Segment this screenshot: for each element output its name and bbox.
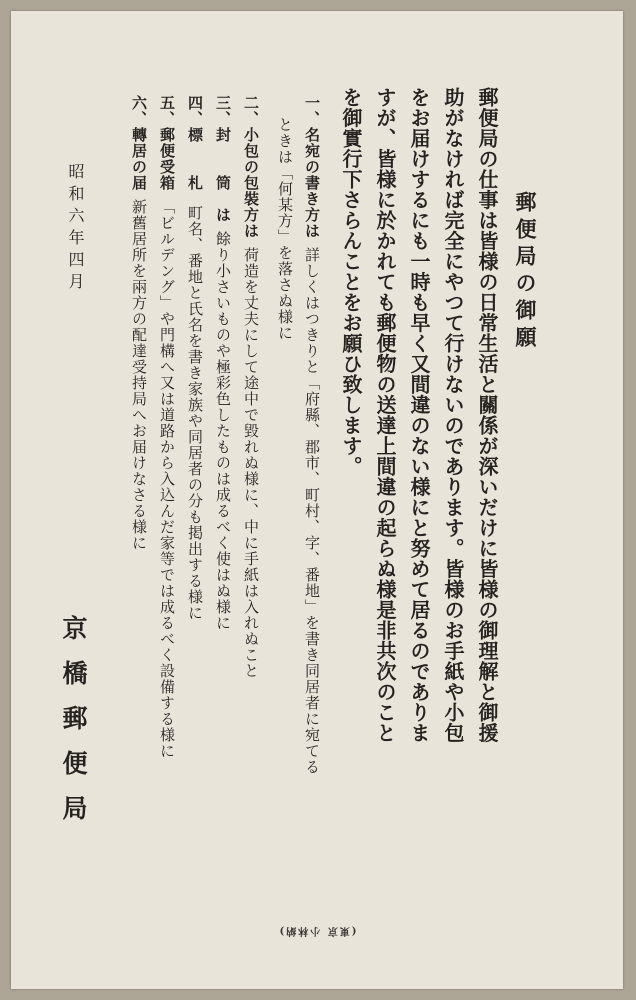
body-line-5: を御實行下さらんことをお願ひ致します。	[339, 87, 363, 477]
item-1-continued	[277, 117, 292, 341]
item-6-text: 新舊居所を兩方の配達受持局へお届けなさる様に	[130, 199, 148, 551]
notice-title: 郵便局の御願	[513, 191, 538, 353]
post-office-name: 京橋郵便局	[59, 615, 88, 840]
body-line-3: をお届けするにも一時も早く又間違のない様にと努めて居るのでありま	[407, 87, 431, 743]
notice-card	[11, 11, 623, 989]
printer-imprint: (東京 小林納)	[277, 925, 357, 936]
item-1-head: 一、名宛の書き方は	[303, 95, 321, 239]
item-5-head: 五、郵便受箱	[158, 95, 176, 191]
item-3-head: 三、封 筒 は	[214, 95, 232, 223]
body-line-1: 郵便局の仕事は皆様の日常生活と關係が深いだけに皆様の御理解と御援	[475, 87, 499, 743]
item-6	[131, 95, 146, 551]
issue-date: 昭和六年四月	[66, 163, 85, 295]
body-line-4: すが、皆様に於かれても郵便物の送達上間違の起らぬ様是非共次のこと	[373, 87, 397, 743]
item-2-head: 二、小包の包裝方は	[242, 95, 260, 239]
item-3-text: 餘り小さいものや極彩色したものは成るべく使はぬ様に	[214, 231, 232, 631]
item-2	[243, 95, 258, 679]
item-3	[215, 95, 230, 631]
item-1-continued-text: ときは「何某方」を落さぬ様に	[276, 117, 294, 341]
item-1	[304, 95, 319, 775]
item-5-text: 「ビルデング」や門構へ又は道路から入込んだ家等では成るべく設備する様に	[158, 199, 176, 759]
body-line-2: 助がなければ完全にやつて行けないのであります。皆様のお手紙や小包	[441, 87, 465, 743]
item-4-head: 四、標 札	[186, 95, 204, 191]
item-4	[187, 95, 202, 621]
item-2-text: 荷造を丈夫にして途中で毀れぬ様に、中に手紙は入れぬこと	[242, 247, 260, 679]
item-4-text: 町名、番地と氏名を書き家族や同居者の分も掲出する様に	[186, 205, 204, 621]
item-6-head: 六、轉居の届	[130, 95, 148, 191]
item-5	[159, 95, 174, 759]
item-1-text: 詳しくはつきりと「府縣、郡市、町村、字、番地」を書き同居者に宛てる	[303, 247, 321, 775]
